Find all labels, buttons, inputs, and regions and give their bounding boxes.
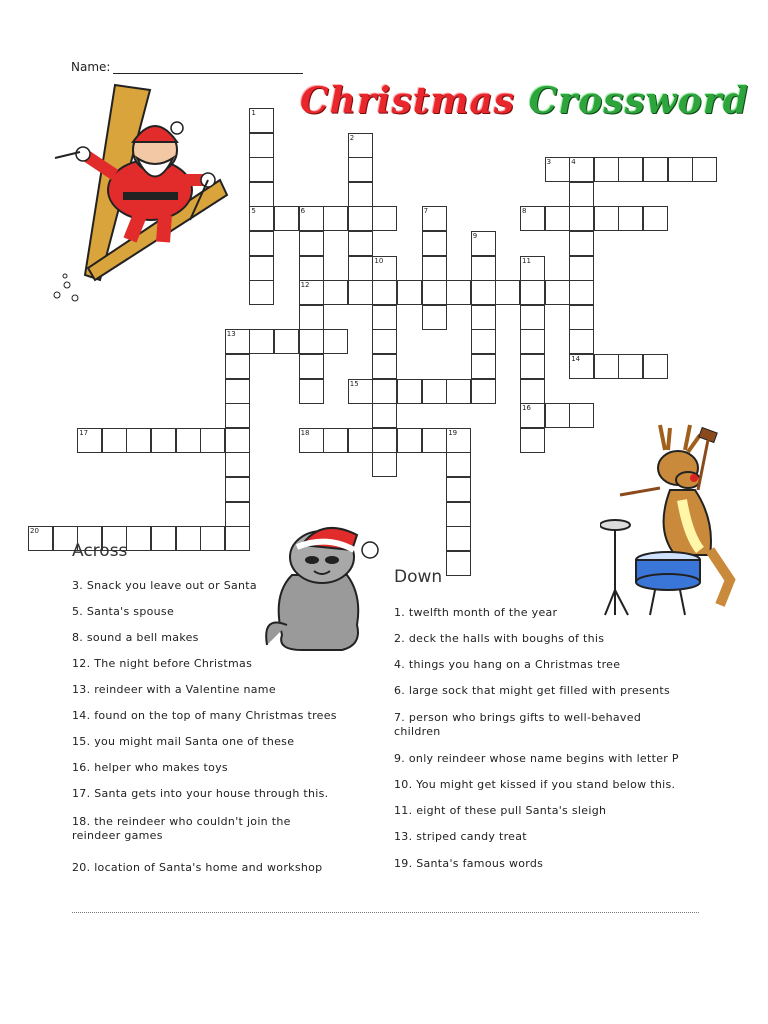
crossword-cell[interactable] [348,182,373,207]
crossword-cell[interactable] [372,305,397,330]
crossword-cell[interactable] [225,526,250,551]
clue-number: 9 [472,232,478,240]
name-line[interactable] [113,61,303,74]
crossword-cell[interactable] [372,403,397,428]
crossword-cell[interactable] [249,329,274,354]
down-clue: 6. large sock that might get filled with presents [394,684,671,697]
crossword-cell[interactable] [200,428,225,453]
crossword-cell[interactable] [520,403,545,428]
crossword-cell[interactable] [471,329,496,354]
across-clue: 3. Snack you leave out or Santa [72,579,257,592]
crossword-cell[interactable] [422,379,447,404]
crossword-cell[interactable] [643,206,668,231]
crossword-cell[interactable] [372,329,397,354]
crossword-cell[interactable] [225,502,250,527]
crossword-cell[interactable] [643,157,668,182]
crossword-cell[interactable] [692,157,717,182]
title-word-christmas: Christmas [300,80,516,122]
crossword-cell[interactable] [225,403,250,428]
across-clue: 17. Santa gets into your house through this. [72,787,329,800]
crossword-cell[interactable] [299,428,324,453]
crossword-cell[interactable] [249,231,274,256]
crossword-cell[interactable] [397,280,422,305]
crossword-cell[interactable] [348,256,373,281]
crossword-cell[interactable] [520,329,545,354]
clue-number: 2 [349,133,355,142]
clue-number: 8 [522,207,527,216]
crossword-cell[interactable] [323,206,348,231]
crossword-cell[interactable] [299,206,324,231]
crossword-cell[interactable] [594,206,619,231]
crossword-cell[interactable] [299,231,324,256]
page-title [300,80,749,122]
crossword-cell[interactable] [372,206,397,231]
crossword-cell[interactable] [176,428,201,453]
crossword-cell[interactable] [348,231,373,256]
crossword-cell[interactable] [348,157,373,182]
crossword-cell[interactable] [446,477,471,502]
crossword-cell[interactable] [520,280,545,305]
name-label: Name: [71,60,111,74]
crossword-cell[interactable] [422,428,447,453]
crossword-cell[interactable] [299,354,324,379]
crossword-cell[interactable] [520,206,545,231]
crossword-cell[interactable] [126,526,151,551]
crossword-cell[interactable] [200,526,225,551]
down-clue: 13. striped candy treat [394,830,527,843]
down-heading: Down [394,567,443,587]
crossword-cell[interactable] [151,428,176,453]
crossword-cell[interactable] [618,354,643,379]
down-clue: 11. eight of these pull Santa's sleigh [394,804,607,817]
crossword-cell[interactable] [520,354,545,379]
crossword-cell[interactable] [299,329,324,354]
crossword-cell[interactable] [151,526,176,551]
crossword-cell[interactable] [545,280,570,305]
crossword-cell[interactable] [249,280,274,305]
clue-number: 3 [546,158,552,167]
down-clue: 10. You might get kissed if you stand below this. [394,778,676,791]
crossword-cell[interactable] [372,452,397,477]
clue-number: 1 [251,109,256,117]
crossword-cell[interactable] [471,305,496,330]
crossword-cell[interactable] [348,379,373,404]
crossword-cell[interactable] [249,157,274,182]
crossword-cell[interactable] [249,133,274,158]
crossword-cell[interactable] [545,403,570,428]
crossword-cell[interactable] [446,502,471,527]
crossword-cell[interactable] [446,526,471,551]
across-clue: 13. reindeer with a Valentine name [72,683,276,696]
crossword-cell[interactable] [77,428,102,453]
clue-number: 12 [300,281,310,290]
crossword-cell[interactable] [569,231,594,256]
crossword-cell[interactable] [249,108,274,133]
crossword-cell[interactable] [471,354,496,379]
crossword-cell[interactable] [594,354,619,379]
skiing-santa-icon [45,80,230,310]
crossword-cell[interactable] [545,157,570,182]
crossword-cell[interactable] [495,280,520,305]
crossword-cell[interactable] [102,428,127,453]
crossword-cell[interactable] [569,354,594,379]
crossword-cell[interactable] [569,403,594,428]
crossword-cell[interactable] [323,280,348,305]
down-clue: 9. only reindeer whose name begins with letter P [394,752,679,765]
clue-number: 10 [374,256,384,265]
crossword-cell[interactable] [274,206,299,231]
crossword-cell[interactable] [520,256,545,281]
title-word-crossword: Crossword [528,80,749,122]
clue-number: 19 [448,428,458,437]
crossword-cell[interactable] [446,452,471,477]
across-clue: 14. found on the top of many Christmas trees [72,709,337,722]
crossword-cell[interactable] [618,206,643,231]
crossword-cell[interactable] [569,157,594,182]
crossword-cell[interactable] [348,428,373,453]
across-clue: 15. you might mail Santa one of these [72,735,295,748]
clue-number: 14 [571,355,581,363]
crossword-cell[interactable] [372,354,397,379]
crossword-cell[interactable] [520,428,545,453]
crossword-cell[interactable] [422,280,447,305]
clue-number: 20 [30,527,39,536]
clue-number: 17 [79,428,89,437]
down-clue: 7. person who brings gifts to well-behaved children [394,711,642,738]
crossword-cell[interactable] [569,329,594,354]
down-clue: 4. things you hang on a Christmas tree [394,658,621,671]
crossword-cell[interactable] [299,280,324,305]
clue-number: 6 [300,207,306,216]
crossword-cell[interactable] [176,526,201,551]
reindeer-drummer-icon [600,420,750,620]
crossword-cell[interactable] [225,379,250,404]
clue-number: 7 [423,207,429,216]
crossword-cell[interactable] [397,428,422,453]
down-clue: 2. deck the halls with boughs of this [394,632,605,645]
across-clue: 12. The night before Christmas [72,657,253,670]
crossword-cell[interactable] [520,379,545,404]
crossword-cell[interactable] [28,526,53,551]
crossword-cell[interactable] [422,231,447,256]
crossword-cell[interactable] [520,305,545,330]
crossword-cell[interactable] [225,329,250,354]
crossword-cell[interactable] [471,280,496,305]
crossword-cell[interactable] [372,280,397,305]
clue-number: 13 [226,330,236,339]
crossword-cell[interactable] [249,256,274,281]
crossword-cell[interactable] [348,206,373,231]
crossword-cell[interactable] [323,428,348,453]
clue-number: 11 [522,256,531,265]
crossword-cell[interactable] [372,379,397,404]
bottom-dotted-divider [72,912,699,913]
crossword-cell[interactable] [446,379,471,404]
crossword-cell[interactable] [348,133,373,158]
down-clue: 1. twelfth month of the year [394,606,558,619]
down-clue: 19. Santa's famous words [394,857,544,870]
crossword-cell[interactable] [569,280,594,305]
crossword-cell[interactable] [446,551,471,576]
crossword-cell[interactable] [397,379,422,404]
across-heading: Across [72,541,128,561]
crossword-cell[interactable] [225,354,250,379]
crossword-cell[interactable] [569,206,594,231]
crossword-cell[interactable] [422,305,447,330]
crossword-cell[interactable] [372,256,397,281]
crossword-cell[interactable] [299,379,324,404]
crossword-cell[interactable] [643,354,668,379]
crossword-cell[interactable] [323,329,348,354]
crossword-cell[interactable] [545,206,570,231]
crossword-cell[interactable] [569,256,594,281]
crossword-cell[interactable] [299,256,324,281]
clue-number: 16 [522,404,531,413]
crossword-cell[interactable] [446,280,471,305]
clue-number: 15 [349,379,359,388]
crossword-cell[interactable] [225,477,250,502]
crossword-cell[interactable] [225,428,250,453]
crossword-cell[interactable] [471,379,496,404]
crossword-cell[interactable] [422,206,447,231]
crossword-cell[interactable] [422,256,447,281]
across-clue: 16. helper who makes toys [72,761,228,774]
crossword-cell[interactable] [299,305,324,330]
crossword-cell[interactable] [225,452,250,477]
crossword-cell[interactable] [569,182,594,207]
across-clue: 5. Santa's spouse [72,605,175,618]
crossword-cell[interactable] [594,157,619,182]
crossword-cell[interactable] [126,428,151,453]
clue-number: 4 [571,158,576,167]
crossword-cell[interactable] [249,182,274,207]
across-clue: 8. sound a bell makes [72,631,199,644]
crossword-cell[interactable] [446,428,471,453]
across-clue: 20. location of Santa's home and workshop [72,861,323,874]
clue-number: 5 [251,207,256,216]
crossword-cell[interactable] [471,231,496,256]
crossword-cell[interactable] [618,157,643,182]
crossword-cell[interactable] [348,280,373,305]
crossword-cell[interactable] [569,305,594,330]
crossword-cell[interactable] [249,206,274,231]
crossword-cell[interactable] [372,428,397,453]
clue-number: 18 [300,428,310,437]
across-clue: 18. the reindeer who couldn't join the reindeer games [72,815,291,842]
crossword-cell[interactable] [668,157,693,182]
name-field-row [71,60,303,74]
crossword-cell[interactable] [471,256,496,281]
crossword-cell[interactable] [274,329,299,354]
